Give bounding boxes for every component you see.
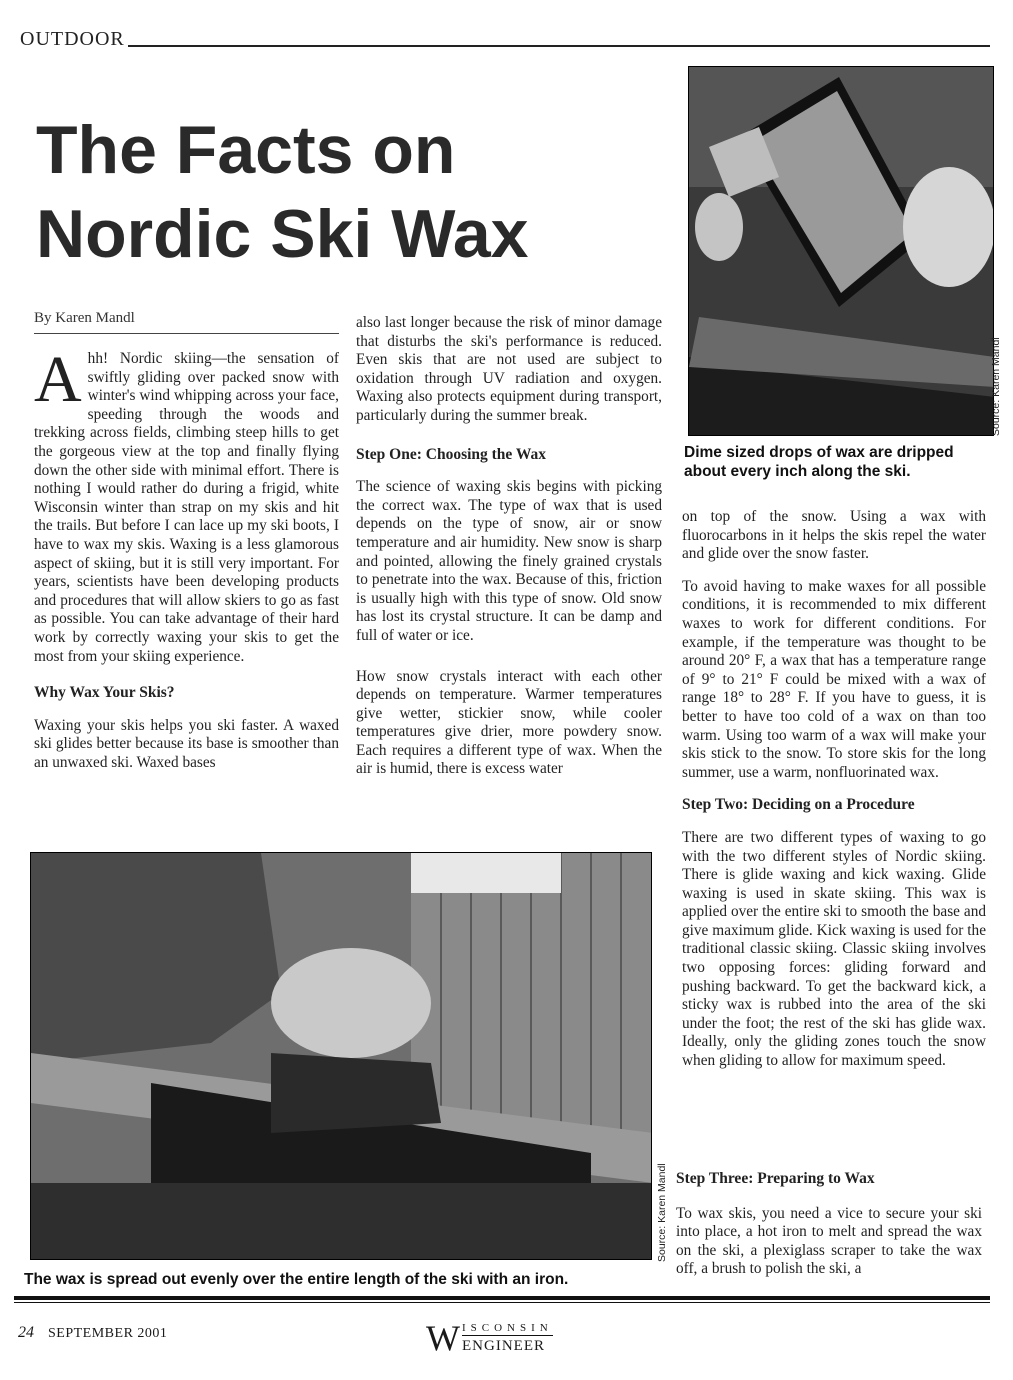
heading-why-wax: Why Wax Your Skis?: [34, 684, 175, 702]
title-line-1: The Facts on: [36, 112, 456, 188]
column-3: [682, 508, 986, 1085]
wax-drip-illustration: [689, 67, 994, 436]
issue-date: SEPTEMBER 2001: [48, 1326, 168, 1341]
logo-letter-w: W: [426, 1318, 460, 1358]
article-title: [36, 108, 676, 276]
col3-paragraph-2: To avoid having to make waxes for all possible conditions, it is recommended to mix different waxes to work for different conditions. For example, if the temperature was thought to be around 20° F, a wax that has a temperature range of 9° to 21° F could be mixed with a wax of range 18° to 28° F. If you have to guess, it is better to have too cold of a wax on than too warm. Using too warm of a wax will make your skis stick to the snow. To store skis for the long summer, use a warm, nonfluorinated wax.: [682, 577, 986, 781]
why-paragraph: Waxing your skis helps you ski faster. A waxed ski glides better because its base is smoother than an unwaxed ski. Waxed bases: [34, 716, 339, 771]
logo-wisconsin: ISCONSIN: [462, 1322, 553, 1334]
section-label: OUTDOOR: [20, 28, 125, 50]
iron-wax-illustration: [31, 853, 652, 1260]
footer-rule-thin: [14, 1302, 990, 1303]
photo-caption-bottom: The wax is spread out evenly over the entire length of the ski with an iron.: [24, 1271, 569, 1288]
logo-engineer: ENGINEER: [462, 1338, 545, 1354]
step3-paragraph: To wax skis, you need a vice to secure your ski into place, a hot iron to melt and spread the wax on the ski, a plexiglass scraper to take the wax off, a brush to polish the ski, a: [676, 1204, 982, 1278]
wisconsin-engineer-logo: [426, 1318, 576, 1358]
column-3-lower: [676, 1170, 982, 1293]
step1-paragraph-1: The science of waxing skis begins with picking the correct wax. The type of wax that is used depends on the type of snow, air or snow temperature and air humidity. New snow is sharp and pointed, allowing the finely grained crystals to penetrate into the wax. Because of this, friction is usually high with this type of snow. Old snow has lost its crystal structure. It can be damp and full of water or ice.: [356, 478, 662, 644]
title-line-2: Nordic Ski Wax: [36, 196, 529, 272]
intro-paragraph: Ahh! Nordic skiing—the sensation of swiftly gliding over packed snow with winter's wind whipping across your face, speeding through the woods and trekking across fields, climbing steep hills to get the gorgeous view at the top and finally flying down the other side with minimal effort. There is nothing I would rather do during a frigid, white Wisconsin winter than strap on my skis and hit the trails. But before I can lace up my ski boots, I have to wax my skis. Waxing is a less glamorous aspect of skiing, but it is still very important. For years, scientists have been developing products and procedures that will allow skiers to go as fast as possible. You can take advantage of their hard work by correctly waxing your skis to get the most from your skiing experience.: [34, 343, 339, 665]
column-2: [356, 314, 662, 793]
col3-paragraph-1: on top of the snow. Using a wax with fluorocarbons in it helps the skis repel the water and glide over the snow faster.: [682, 508, 986, 563]
heading-step-three: Step Three: Preparing to Wax: [676, 1170, 875, 1187]
page-number: 24: [18, 1324, 34, 1341]
step2-paragraph: There are two different types of waxing to go with the two different styles of Nordic skiing. There is glide waxing and kick waxing. Glide waxing is used in skate skiing. This wax is applied over the entire ski to smooth the base and give maximum glide. Kick waxing is used for the traditional classic skiing. Classic skiing involves two opposing forces: gliding forward and pushing backward. To get the backward kick, a sticky wax is rubbed into the area of the ski under the foot; the rest of the ski has glide wax. Ideally, only the gliding zones touch the snow when gliding to allow for maximum speed.: [682, 828, 986, 1070]
photo-credit-bottom: Source: Karen Mandl: [656, 1163, 668, 1262]
photo-iron-wax: [30, 852, 652, 1260]
col2-paragraph-1: also last longer because the risk of minor damage that disturbs the ski's performance is reduced. Even skis that are not used are subject to oxidation through UV radiation and oxygen. Waxing also protects equipment during transport, particularly during the summer break.: [356, 314, 662, 424]
heading-step-one: Step One: Choosing the Wax: [356, 445, 547, 463]
column-1: [34, 343, 339, 786]
footer-rule-thick: [14, 1296, 990, 1300]
photo-caption-top: Dime sized drops of wax are dripped about every inch along the ski.: [684, 444, 954, 480]
photo-credit-top: Source: Karen Mandl: [990, 337, 1002, 436]
byline: By Karen Mandl: [34, 310, 339, 334]
photo-wax-drip: [688, 66, 994, 436]
section-divider: [128, 45, 990, 47]
heading-step-two: Step Two: Deciding on a Procedure: [682, 796, 915, 814]
step1-paragraph-2: How snow crystals interact with each other depends on temperature. Warmer temperatures give wetter, stickier snow, while cooler temperatures give drier, more powdery snow. Each requires a different type of wax. When the air is humid, there is excess water: [356, 667, 662, 778]
